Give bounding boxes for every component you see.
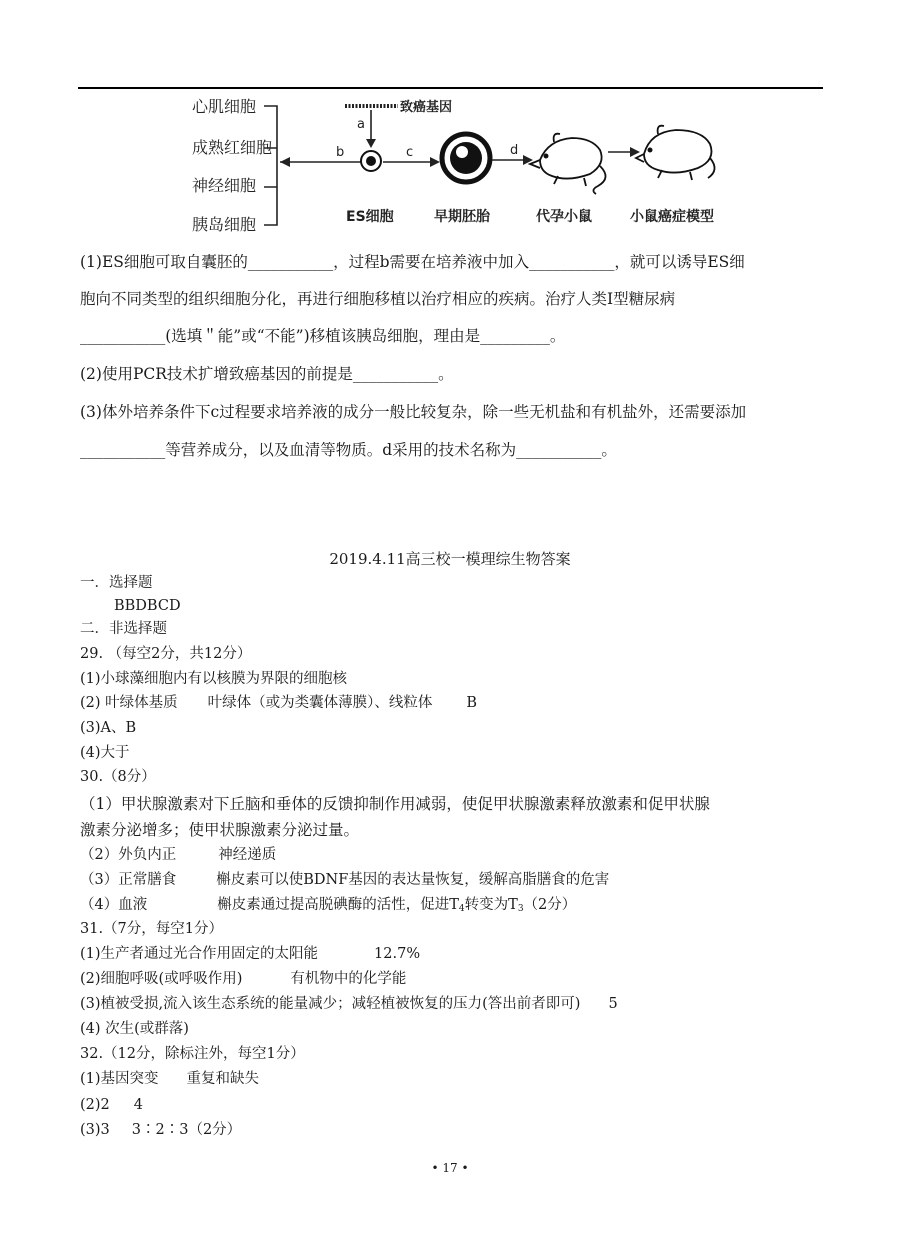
q31-answer-2-part-1: (2)细胞呼吸(或呼吸作用) (80, 971, 243, 987)
es-cell-icon (361, 151, 381, 171)
q32-answer-1 (80, 1070, 259, 1088)
q30-answer-4-part-2: 槲皮素通过提高脱碘酶的活性，促进T (217, 897, 459, 913)
q30-answer-1-line-1: （1）甲状腺激素对下丘脑和垂体的反馈抑制作用减弱，使促甲状腺激素释放激素和促甲状腺 (80, 795, 710, 813)
q32-heading: 32.（12分，除标注外，每空1分） (80, 1046, 305, 1062)
cell-label-islet: 胰岛细胞 (192, 215, 257, 234)
q30-heading: 30.（8分） (80, 769, 156, 785)
q32-answer-3-part-1: (3)3 (80, 1122, 110, 1138)
q32-answer-3 (80, 1121, 241, 1139)
arrow-label-c: c (406, 145, 414, 160)
q30-answer-2 (80, 846, 276, 864)
page-number: • 17 • (431, 1161, 469, 1175)
section-1-heading: 一．选择题 (80, 575, 153, 591)
q31-answer-3-part-1: (3)植被受损,流入该生态系统的能量减少；减轻植被恢复的压力(答出前者即可) (80, 996, 581, 1012)
q30-answer-4-sub-1: 4 (458, 904, 465, 914)
question-3-line-1: (3)体外培养条件下c过程要求培养液的成分一般比较复杂，除一些无机盐和有机盐外，还需要添加 (80, 403, 747, 421)
header-rule (78, 87, 823, 89)
q30-answer-2-part-2: 神经递质 (218, 847, 277, 863)
stage-label-embryo: 早期胚胎 (434, 209, 490, 225)
arrow-label-a: a (357, 117, 365, 132)
stage-label-es: ES细胞 (346, 209, 394, 225)
cell-bracket (264, 106, 277, 225)
q31-heading: 31.（7分，每空1分） (80, 921, 224, 937)
q30-answer-2-part-1: （2）外负内正 (80, 847, 177, 863)
q29-answer-2-part-1: (2) 叶绿体基质 (80, 695, 178, 711)
q30-answer-3-part-1: （3）正常膳食 (80, 872, 177, 888)
arrow-model-head (630, 147, 640, 157)
q32-answer-2-part-2: 4 (133, 1097, 143, 1113)
q31-answer-3 (80, 995, 618, 1013)
cell-label-cardiac: 心肌细胞 (192, 97, 257, 116)
q29-answer-4: (4)大于 (80, 745, 130, 761)
q32-answer-2-part-1: (2)2 (80, 1097, 110, 1113)
q29-answer-2-part-2: 叶绿体（或为类囊体薄膜）、线粒体 (207, 695, 433, 711)
early-embryo-icon (442, 134, 490, 182)
q31-answer-2-part-2: 有机物中的化学能 (290, 971, 407, 987)
q29-answer-2-part-3: B (466, 695, 478, 711)
q29-answer-1: (1)小球藻细胞内有以核膜为界限的细胞核 (80, 671, 348, 687)
stage-label-model: 小鼠癌症模型 (630, 209, 714, 225)
q31-answer-1 (80, 945, 420, 963)
question-1-line-2: 胞向不同类型的组织细胞分化，再进行细胞移植以治疗相应的疾病。治疗人类Ⅰ型糖尿病 (80, 290, 676, 308)
q30-answer-4-sub-2: 3 (517, 904, 524, 914)
arrow-label-d: d (510, 143, 519, 158)
q31-answer-1-part-2: 12.7% (374, 946, 421, 962)
gene-label: 致癌基因 (400, 100, 453, 115)
q30-answer-3-part-2: 槲皮素可以使BDNF基因的表达量恢复，缓解高脂膳食的危害 (216, 872, 610, 888)
cancer-model-mouse-icon (636, 126, 715, 180)
q30-answer-4-part-1: （4）血液 (80, 897, 148, 913)
q31-answer-1-part-1: (1)生产者通过光合作用固定的太阳能 (80, 946, 319, 962)
q32-answer-1-part-2: 重复和缺失 (186, 1071, 260, 1087)
section-2-heading: 二．非选择题 (80, 621, 167, 637)
q29-answer-3: (3)A、B (80, 720, 137, 736)
cell-label-nerve: 神经细胞 (192, 176, 257, 195)
q31-answer-3-part-2: 5 (608, 996, 618, 1012)
q29-heading: 29. （每空2分，共12分） (80, 646, 252, 662)
q30-answer-1-line-2: 激素分泌增多；使甲状腺激素分泌过量。 (80, 821, 360, 839)
q31-answer-2 (80, 970, 406, 988)
q32-answer-3-part-2: 3∶2∶3（2分） (131, 1122, 242, 1138)
arrow-c-head (430, 157, 440, 167)
q30-answer-4 (80, 896, 576, 918)
q30-answer-4-mid: 转变为T (464, 897, 518, 913)
question-1-line-3: ___________(选填＂能”或“不能”)移植该胰岛细胞，理由是_________。 (80, 327, 566, 345)
arrow-a-head (366, 139, 376, 148)
arrow-b-head (280, 157, 290, 167)
stage-label-surrogate: 代孕小鼠 (536, 209, 592, 225)
q29-answer-2 (80, 694, 477, 712)
es-cell-diagram (180, 92, 726, 240)
question-3-line-2: ___________等营养成分，以及血清等物质。d采用的技术名称为___________。 (80, 441, 617, 459)
question-2: (2)使用PCR技术扩增致癌基因的前提是___________。 (80, 365, 454, 383)
q30-answer-4-tail: （2分） (523, 897, 577, 913)
section-1-answers: BBDBCD (114, 598, 181, 614)
q32-answer-2 (80, 1096, 143, 1114)
arrow-label-b: b (336, 145, 345, 160)
answer-title: 2019.4.11高三校一模理综生物答案 (329, 550, 571, 568)
q30-answer-3 (80, 871, 609, 889)
question-1-line-1: (1)ES细胞可取自囊胚的___________，过程b需要在培养液中加入___________，就可以诱导ES细 (80, 253, 745, 271)
q32-answer-1-part-1: (1)基因突变 (80, 1071, 159, 1087)
cell-label-red-blood: 成熟红细胞 (192, 138, 273, 157)
surrogate-mouse-icon (530, 134, 606, 194)
q31-answer-4: (4) 次生(或群落) (80, 1021, 189, 1037)
